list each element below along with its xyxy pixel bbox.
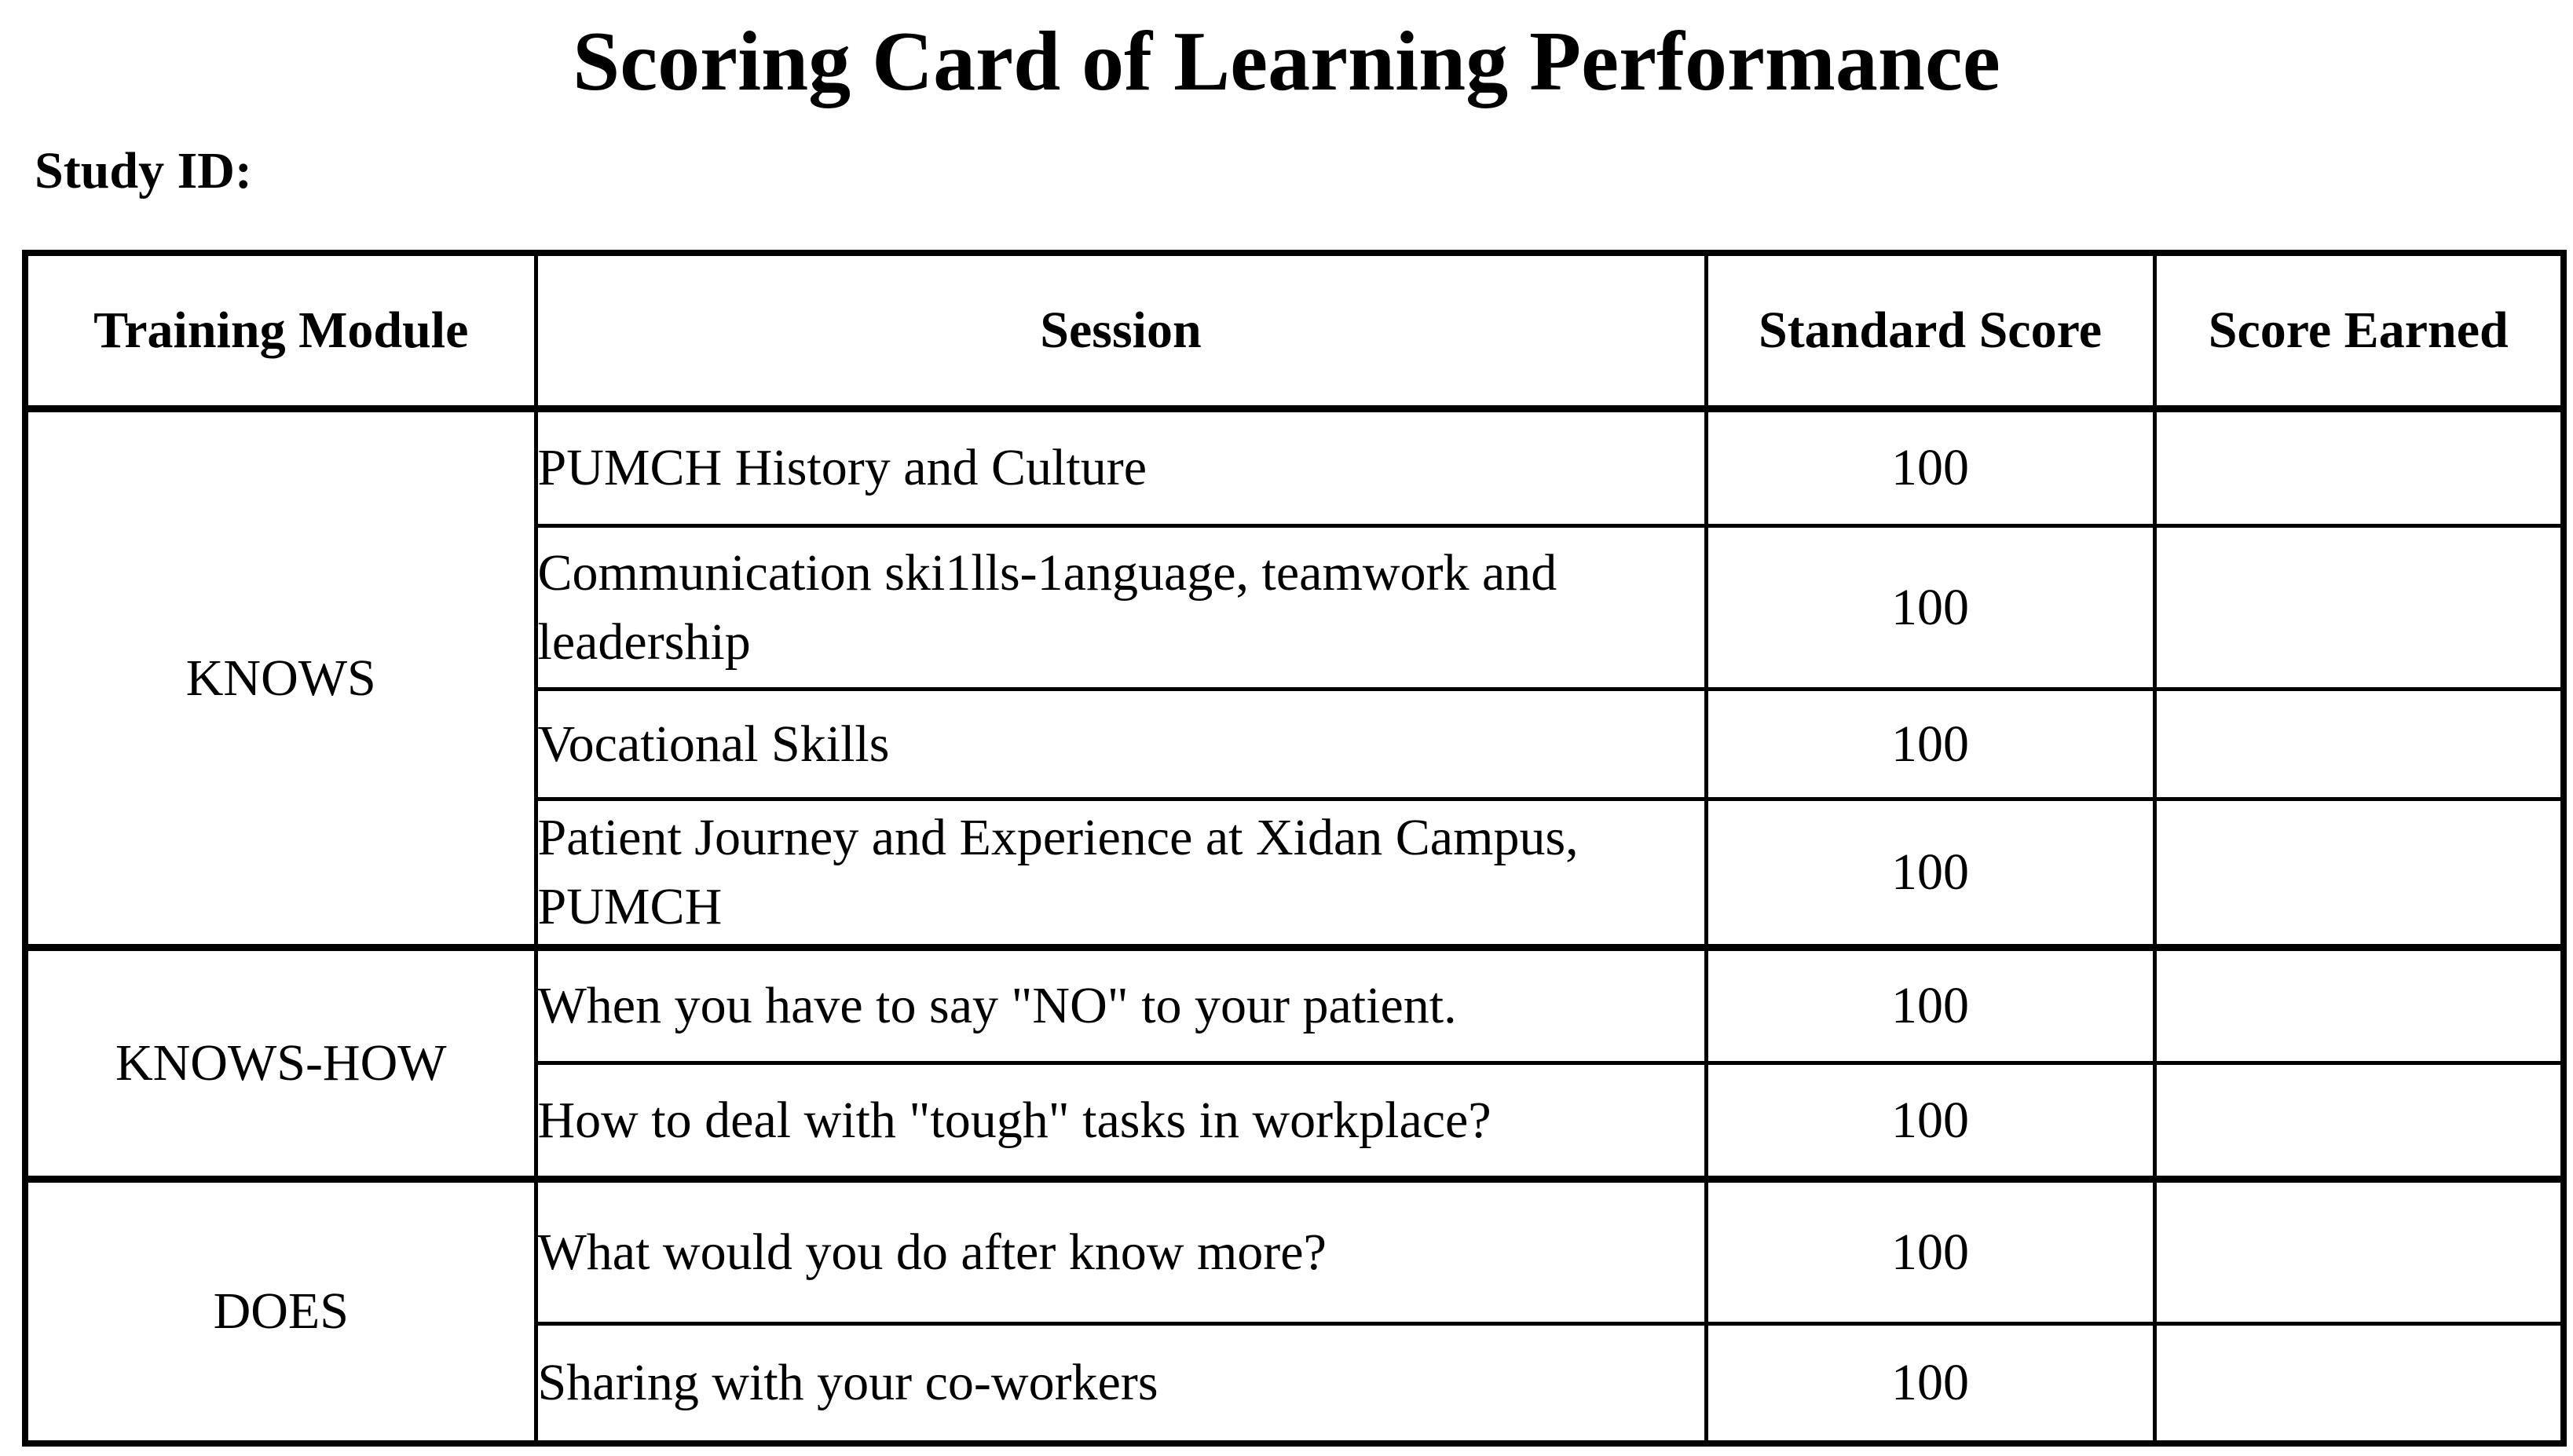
score-earned-cell[interactable]: [2154, 409, 2564, 526]
session-name: Communication ski1lls-1anguage, teamwork and leadership: [536, 525, 1706, 690]
standard-score: 100: [1706, 1323, 2154, 1443]
session-name: Sharing with your co-workers: [536, 1323, 1706, 1443]
standard-score: 100: [1706, 799, 2154, 947]
header-session: Session: [536, 253, 1706, 409]
score-earned-cell[interactable]: [2154, 1323, 2564, 1443]
scoring-table: [22, 250, 2567, 1447]
module-knows: KNOWS: [25, 409, 536, 948]
session-name: Vocational Skills: [536, 690, 1706, 799]
standard-score: 100: [1706, 1180, 2154, 1323]
module-does: DOES: [25, 1180, 536, 1443]
standard-score: 100: [1706, 948, 2154, 1063]
score-earned-cell[interactable]: [2154, 948, 2564, 1063]
standard-score: 100: [1706, 1063, 2154, 1180]
session-name: When you have to say "NO" to your patient.: [536, 948, 1706, 1063]
session-name: Patient Journey and Experience at Xidan Campus, PUMCH: [536, 799, 1706, 947]
module-knows-how: KNOWS-HOW: [25, 948, 536, 1180]
score-earned-cell[interactable]: [2154, 690, 2564, 799]
table-row: [25, 409, 2564, 526]
session-name: What would you do after know more?: [536, 1180, 1706, 1323]
score-earned-cell[interactable]: [2154, 799, 2564, 947]
standard-score: 100: [1706, 690, 2154, 799]
table-row: [25, 1180, 2564, 1323]
header-score-earned: Score Earned: [2154, 253, 2564, 409]
header-standard-score: Standard Score: [1706, 253, 2154, 409]
study-id-label: Study ID:: [35, 142, 252, 199]
score-earned-cell[interactable]: [2154, 1180, 2564, 1323]
table-header-row: [25, 253, 2564, 409]
score-earned-cell[interactable]: [2154, 1063, 2564, 1180]
page-title: Scoring Card of Learning Performance: [573, 15, 2000, 108]
table-row: [25, 948, 2564, 1063]
session-name: PUMCH History and Culture: [536, 409, 1706, 526]
session-name: How to deal with "tough" tasks in workplace?: [536, 1063, 1706, 1180]
header-training-module: Training Module: [25, 253, 536, 409]
standard-score: 100: [1706, 525, 2154, 690]
standard-score: 100: [1706, 409, 2154, 526]
score-earned-cell[interactable]: [2154, 525, 2564, 690]
